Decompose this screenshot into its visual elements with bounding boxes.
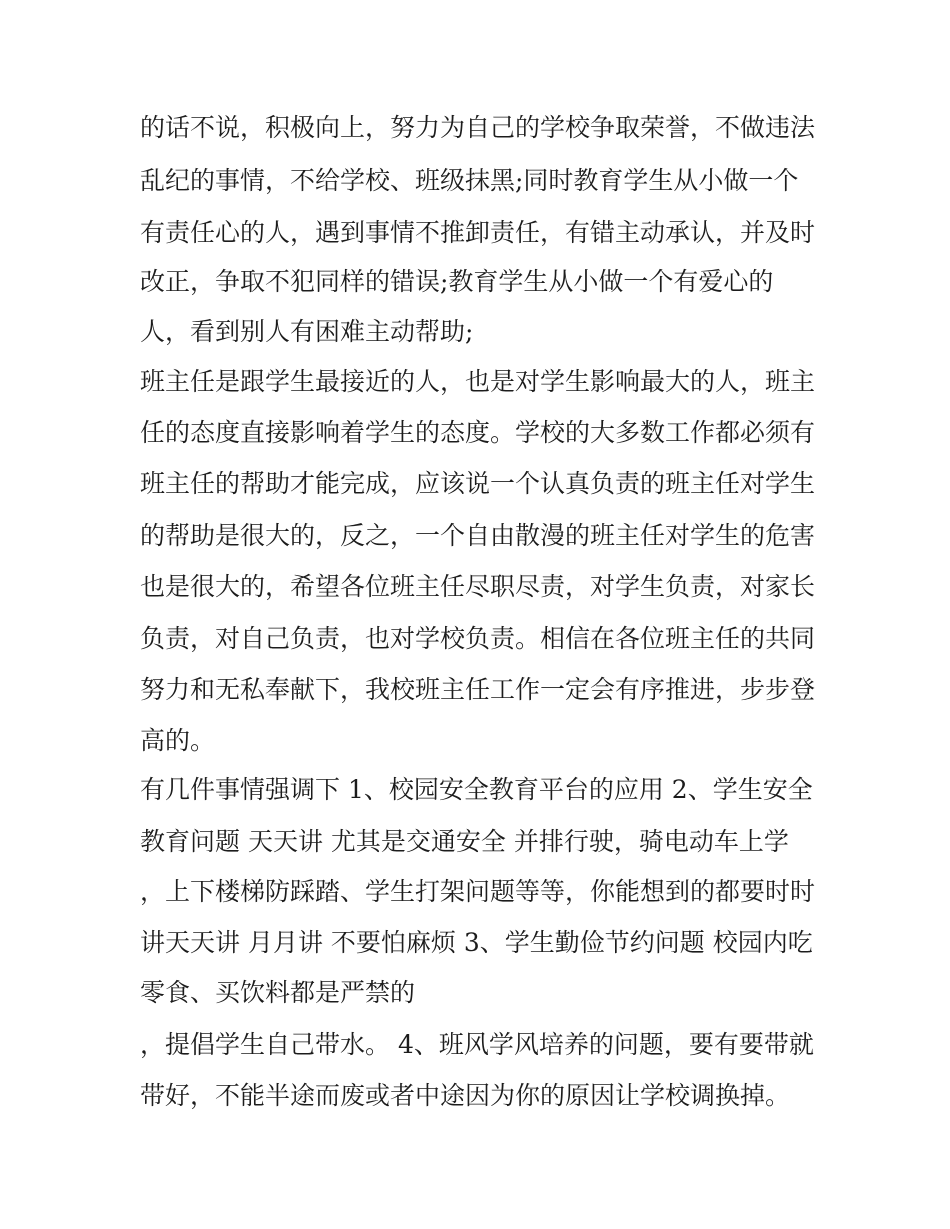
text-line: 的帮助是很大的，反之，一个自由散漫的班主任对学生的危害 (140, 521, 816, 550)
text-line: 班主任的帮助才能完成，应该说一个认真负责的班主任对学生 (140, 469, 816, 498)
text-line: 有责任心的人，遇到事情不推卸责任，有错主动承认，并及时 (140, 218, 816, 247)
text-line: 零食、买饮料都是严禁的 (140, 978, 416, 1007)
text-line: 讲天天讲 月月讲 不要怕麻烦 3、学生勤俭节约问题 校园内吃 (140, 928, 813, 957)
text-line: 高的。 (140, 726, 216, 755)
text-line: 人，看到别人有困难主动帮助; (140, 317, 474, 346)
text-line: 任的态度直接影响着学生的态度。学校的大多数工作都必须有 (140, 418, 816, 447)
text-line: ，提倡学生自己带水。 4、班风学风培养的问题，要有要带就 (140, 1030, 814, 1059)
text-line: 教育问题 天天讲 尤其是交通安全 并排行驶，骑电动车上学 (140, 827, 789, 856)
text-line: 带好，不能半途而废或者中途因为你的原因让学校调换掉。 (140, 1081, 791, 1110)
text-line: 改正，争取不犯同样的错误;教育学生从小做一个有爱心的 (140, 267, 774, 296)
text-line: 的话不说，积极向上，努力为自己的学校争取荣誉，不做违法 (140, 113, 816, 142)
text-line: 有几件事情强调下 1、校园安全教育平台的应用 2、学生安全 (140, 775, 813, 804)
text-line: 也是很大的，希望各位班主任尽职尽责，对学生负责，对家长 (140, 572, 816, 601)
text-line: 乱纪的事情，不给学校、班级抹黑;同时教育学生从小做一个 (140, 166, 799, 195)
text-line: 努力和无私奉献下，我校班主任工作一定会有序推进，步步登 (140, 675, 816, 704)
text-line: ，上下楼梯防踩踏、学生打架问题等等，你能想到的都要时时 (140, 877, 816, 906)
text-line: 负责，对自己负责，也对学校负责。相信在各位班主任的共同 (140, 624, 816, 653)
text-line: 班主任是跟学生最接近的人，也是对学生影响最大的人，班主 (140, 367, 816, 396)
